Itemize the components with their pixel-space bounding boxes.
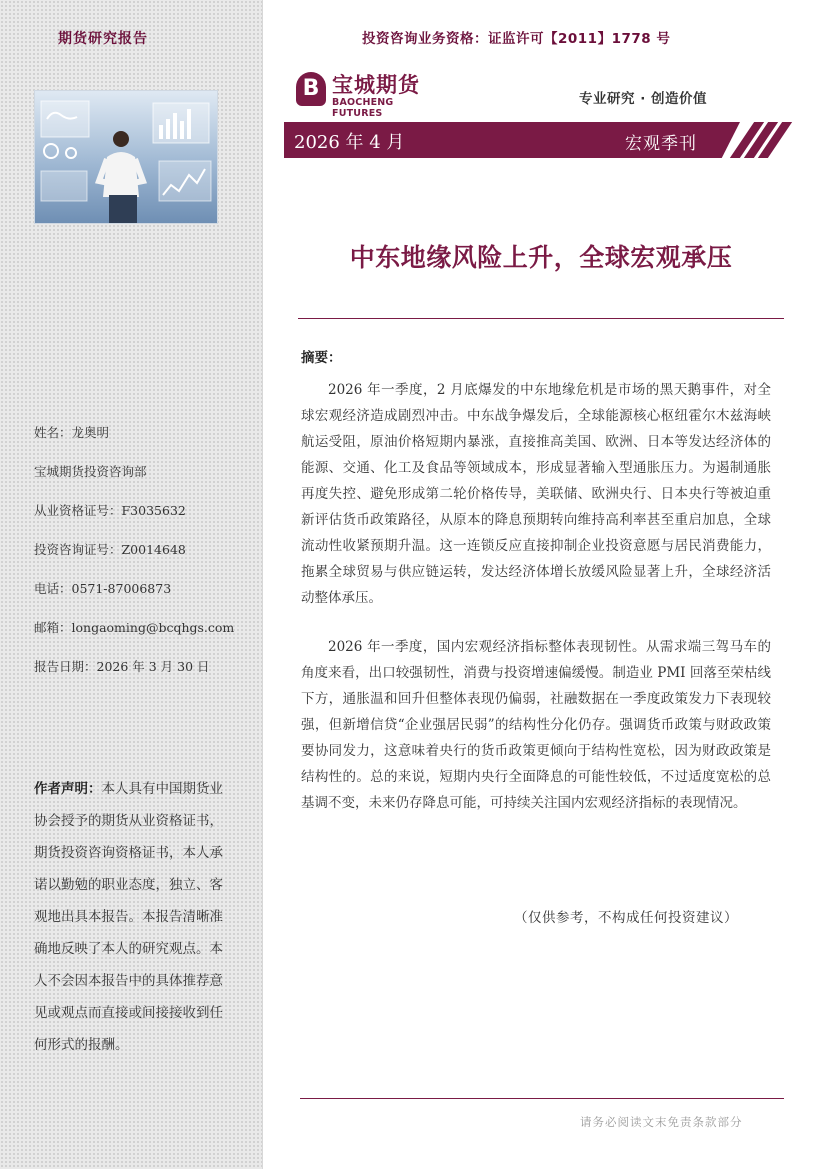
author-info (34, 424, 234, 697)
author-department: 宝城期货投资咨询部 (34, 464, 147, 479)
abstract-paragraph: 2026 年一季度，国内宏观经济指标整体表现韧性。从需求端三驾马车的角度来看，出口较强韧性，消费与投资增速偏缓慢。制造业 PMI 回落至荣枯线下方，通胀温和回升但整体表现仍偏弱，社融数据在一季度政策发力下表现较强，但新增信贷“企业强居民弱”的结构性分化仍存。强调货币政策与财政政策要协同发力，这意味着央行的货币政策更倾向于结构性宽松，因为财政政策是结构性的。总的来说，短期内央行全面降息的可能性较低，不过适度宽松的总基调不变，未来仍存降息可能，可持续关注国内宏观经济指标的表现情况。 (301, 639, 771, 811)
footer-divider (300, 1098, 784, 1099)
business-analytics-illustration (35, 91, 217, 223)
abstract-paragraph: 2026 年一季度，2 月底爆发的中东地缘危机是市场的黑天鹅事件，对全球宏观经济造成剧烈冲击。中东战争爆发后，全球能源核心枢纽霍尔木兹海峡航运受阻，原油价格短期内暴涨，直接推高美国、欧洲、日本等发达经济体的能源、交通、化工及食品等领域成本，形成显著输入型通胀压力。为遏制通胀再度失控、避免形成第二轮价格传导，美联储、欧洲央行、日本央行等被迫重新评估货币政策路径，从原本的降息预期转向维持高利率甚至重启加息，全球流动性收紧预期升温。这一连锁反应直接抑制企业投资意愿与居民消费能力，拖累全球贸易与供应链运转，发达经济体增长放缓风险显著上升，全球经济活动整体承压。 (301, 382, 771, 606)
phone: 电话：0571-87006873 (34, 581, 172, 596)
abstract-label: 摘要： (301, 350, 342, 366)
author-declaration (34, 773, 230, 1061)
report-date-banner: 2026 年 4 月 (294, 132, 405, 153)
email: 邮箱：longaoming@bcqhgs.com (34, 620, 235, 635)
headline-divider (298, 318, 784, 319)
qualification-cert: 从业资格证号：F3035632 (34, 503, 186, 518)
company-logo (296, 70, 436, 119)
report-type: 宏观季刊 (625, 134, 697, 154)
logo-en: BAOCHENG FUTURES (332, 97, 394, 119)
report-headline: 中东地缘风险上升，全球宏观承压 (349, 243, 733, 272)
report-category: 期货研究报告 (58, 31, 148, 47)
business-qualification: 投资咨询业务资格：证监许可【2011】1778 号 (362, 31, 671, 47)
author-name: 姓名：龙奥明 (34, 425, 110, 440)
report-date: 报告日期：2026 年 3 月 30 日 (34, 659, 210, 674)
sidebar (0, 0, 263, 1169)
footer-notice: 请务必阅读文末免责条款部分 (580, 1115, 743, 1129)
logo-cn: 宝城期货 (332, 73, 420, 97)
advisory-cert: 投资咨询证号：Z0014648 (34, 542, 186, 557)
slogan: 专业研究 · 创造价值 (579, 91, 708, 107)
cover-image (34, 90, 218, 224)
logo-emblem-icon: B (296, 72, 326, 106)
investment-disclaimer: （仅供参考，不构成任何投资建议） (514, 910, 738, 926)
declaration-label: 作者声明： (34, 781, 102, 797)
declaration-text: 本人具有中国期货业协会授予的期货从业资格证书，期货投资咨询资格证书，本人承诺以勤勉的职业态度，独立、客观地出具本报告。本报告清晰准确地反映了本人的研究观点。本人不会因本报告中的具体推荐意见或观点而直接或间接接收到任何形式的报酬。 (34, 781, 223, 1053)
